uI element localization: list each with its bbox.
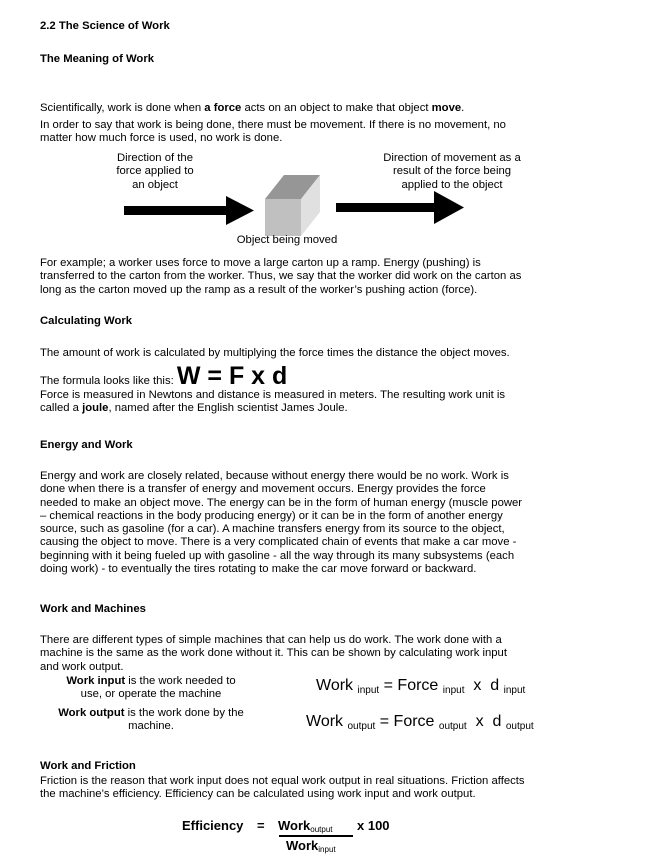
text-line: matter how much force is used, no work is done. [40, 132, 283, 145]
label-line: Direction of movement as a [383, 152, 521, 164]
eq-equals: = [375, 713, 394, 730]
paragraph-calculation: The amount of work is calculated by multiplying the force times the distance the object moves. [40, 347, 510, 359]
denominator-work: Work [286, 838, 319, 853]
bold-work-output: Work output [58, 707, 125, 719]
paragraph-movement [40, 119, 506, 146]
work-input-equation [316, 677, 525, 696]
efficiency-label: Efficiency [182, 818, 244, 833]
label-line: result of the force being [392, 165, 512, 178]
text-line: machine. [128, 720, 174, 733]
text-line: done when there is a transfer of energy and movement occurs. Energy provides the force [40, 483, 486, 496]
bold-work-input: Work input [66, 675, 126, 687]
eq-sub: output [438, 721, 467, 732]
text: is the work needed to [125, 675, 236, 687]
text-line: There are different types of simple machines that can help us do work. The work done with a [40, 634, 502, 646]
text: Scientifically, work is done when [40, 102, 205, 114]
efficiency-denominator [286, 838, 336, 854]
text-line [40, 402, 505, 415]
efficiency-multiplier: x 100 [357, 818, 390, 833]
eq-sub: input [442, 685, 465, 696]
text-line: and work output. [40, 660, 124, 673]
work-input-definition [40, 675, 262, 702]
eq-sub: input [503, 685, 526, 696]
text-line: the machine’s efficiency. Efficiency can be calculated using work input and work output. [40, 788, 476, 801]
object-label: Object being moved [236, 234, 338, 246]
text-line: In order to say that work is being done, there must be movement. If there is no movement, no [40, 119, 506, 131]
paragraph-example [40, 257, 521, 297]
force-movement-diagram [0, 150, 662, 250]
heading-energy-and-work: Energy and Work [40, 439, 133, 451]
work-formula: W = F x d [176, 362, 288, 390]
eq-sub: output [347, 721, 376, 732]
eq-equals: = [379, 677, 398, 694]
eq-d: d [492, 713, 502, 730]
work-output-definition [36, 707, 266, 734]
text-line: long as the carton moved up the ramp as a result of the worker’s pushing action (force). [40, 283, 478, 296]
work-output-equation [306, 713, 534, 732]
eq-force: Force [397, 677, 439, 694]
efficiency-equals: = [257, 818, 265, 833]
text-line: Friction is the reason that work input does not equal work output in real situations. Friction affects [40, 775, 525, 787]
paragraph-machines [40, 634, 507, 674]
numerator-work: Work [278, 818, 311, 833]
heading-work-and-friction: Work and Friction [40, 760, 136, 772]
heading-calculating-work: Calculating Work [40, 315, 133, 327]
bold-joule: joule [82, 402, 109, 415]
text-line: needed to make an object move. The energy can be in the form of human energy (muscle power [40, 496, 523, 509]
text-line: Force is measured in Newtons and distance is measured in meters. The resulting work unit is [40, 389, 506, 401]
paragraph-energy [40, 470, 522, 576]
label-line: Direction of the [117, 152, 193, 164]
text-line: For example; a worker uses force to move a large carton up a ramp. Energy (pushing) is [40, 257, 481, 269]
label-line: an object [132, 178, 178, 191]
section-title: 2.2 The Science of Work [40, 20, 170, 32]
text-line: source, such as gasoline (for a car). A machine transfers energy from its source to the object, [40, 523, 505, 536]
heading-meaning-of-work: The Meaning of Work [40, 53, 155, 65]
text-line: doing work) - to eventually the tires rotating to make the car move forward or backward. [40, 563, 477, 576]
formula-line [40, 364, 287, 389]
denominator-sub: input [318, 845, 336, 854]
text-line [40, 675, 262, 688]
text: is the work done by the [124, 707, 244, 719]
text-line: use, or operate the machine [80, 688, 222, 701]
arrow-right-icon [124, 196, 254, 225]
text-line: transferred to the carton from the worker. Thus, we say that the worker did work on the carton as [40, 270, 522, 283]
paragraph-units [40, 389, 505, 416]
heading-work-and-machines: Work and Machines [40, 603, 146, 615]
eq-sub: input [357, 685, 380, 696]
paragraph-definition [40, 102, 464, 115]
text-line: Energy and work are closely related, because without energy there would be no work. Work is [40, 470, 509, 482]
eq-force: Force [393, 713, 435, 730]
text-line: machine is the same as the work done without it. This can be shown by calculating work input [40, 647, 507, 660]
bold-move: move [431, 102, 462, 114]
text: . [461, 102, 465, 114]
eq-d: d [490, 677, 500, 694]
text: called a [40, 402, 83, 415]
numerator-sub: output [310, 825, 333, 834]
efficiency-numerator [278, 818, 333, 834]
eq-times: x [464, 677, 491, 694]
text-line: – chemical reactions in the body producing energy) or it can be in the form of another energy [40, 509, 503, 522]
eq-sub: output [505, 721, 534, 732]
text-line: causing the object to move. There is a very complicated chain of events that make a car move - [40, 536, 517, 549]
text: acts on an object to make that object [241, 102, 432, 114]
text-line: beginning with it being fueled up with gasoline - all the way through its many subsystems (each [40, 549, 515, 562]
paragraph-friction [40, 775, 525, 802]
label-line: force applied to [116, 165, 194, 178]
label-line: applied to the object [401, 178, 503, 191]
cube-icon [265, 175, 320, 236]
formula-intro: The formula looks like this: [40, 375, 177, 387]
fraction-bar [279, 835, 353, 837]
eq-times: x [466, 713, 493, 730]
eq-work: Work [316, 677, 354, 694]
bold-a-force: a force [204, 102, 242, 114]
text: , named after the English scientist James Joule. [108, 402, 348, 415]
eq-work: Work [306, 713, 344, 730]
arrow-right-icon [336, 191, 464, 224]
text-line [36, 707, 266, 720]
